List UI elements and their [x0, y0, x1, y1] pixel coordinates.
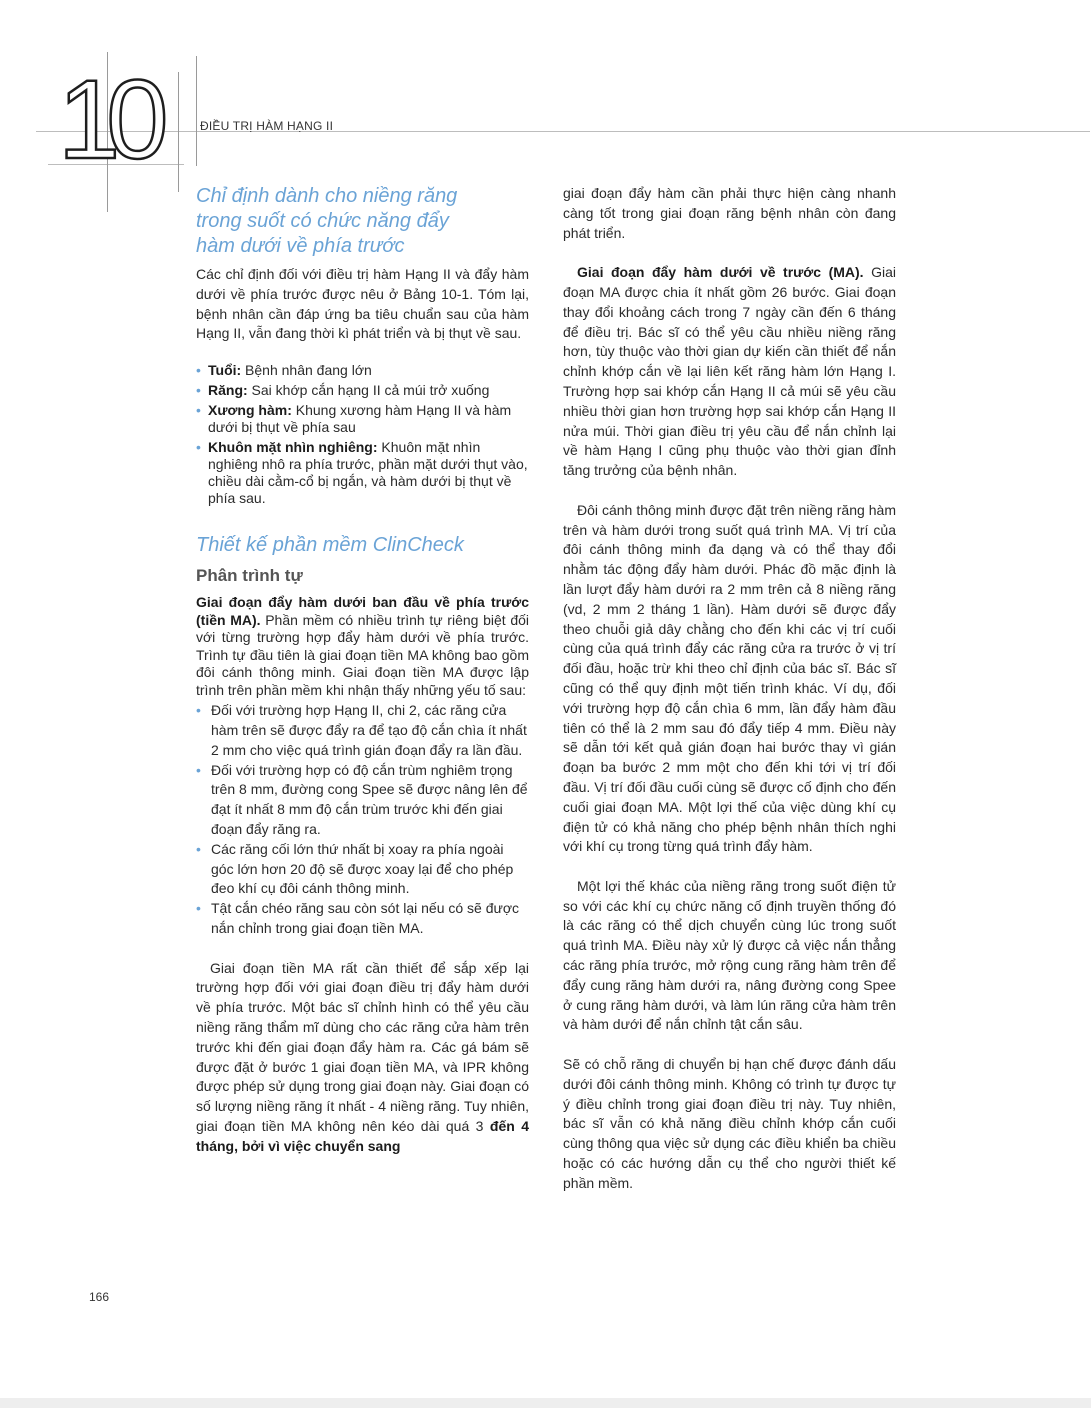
section-heading-clincheck: Thiết kế phần mềm ClinCheck: [196, 534, 464, 557]
ma-paragraph: Giai đoạn đẩy hàm dưới về trước (MA). Giai đoạn MA được chia ít nhất gồm 26 bước. Giai đoạn thay đổi khoảng cách trong 7 ngày cần đến 6 tháng để điều trị. Bác sĩ có thể yêu cầu nhiều niềng răng hơn, tùy thuộc vào thời gian dự kiến cần thiết để nắn chỉnh khớp cắn về lại liên kết răng hàm lớn Hạng I. Trường hợp sai khớp cắn Hạng II cả múi sẽ yêu cầu nhiều thời gian hơn trường hợp sai khớp cắn Hạng II nửa múi. Thời gian điều trị yêu cầu để nắn chỉnh lại về hàm Hạng I cũng phụ thuộc vào thời gian đỉnh tăng trưởng của bệnh nhân.: [563, 264, 896, 479]
list-item: • Đối với trường hợp Hạng II, chi 2, các răng cửa hàm trên sẽ được đẩy ra để tạo độ cắn chìa ít nhất 2 mm cho việc quá trình gián đoạn đẩy ra lần đầu.: [196, 701, 529, 760]
intro-paragraph: Các chỉ định đối với điều trị hàm Hạng II và đẩy hàm dưới về phía trước được nêu ở Bảng 10-1. Tóm lại, bệnh nhân cần đáp ứng ba tiêu chuẩn sau của hàm Hạng II, vẫn đang thời kì phát triển và bị thụt về sau.: [196, 266, 529, 342]
list-item: • Tật cắn chéo răng sau còn sót lại nếu có sẽ được nắn chỉnh trong giai đoạn tiền MA.: [196, 899, 529, 939]
section-heading-indications: Chỉ định dành cho niềng răng trong suốt có chức năng đẩy hàm dưới về phía trước: [196, 185, 458, 257]
body-paragraph: Một lợi thế khác của niềng răng trong suốt điện tử so với các khí cụ chức năng cố định truyền thống đó là các răng có thể dịch chuyển cùng lúc trong suốt quá trình MA. Điều này xử lý được cả việc nắn thẳng các răng phía trước, mở rộng cung răng hàm trên để đẩy cung răng hàm dưới ra, nâng đường cong Spee ở cung răng hàm dưới, và làm lún răng cửa hàm trên và hàm dưới để nắn chỉnh tật cắn sâu.: [563, 877, 896, 1033]
body-paragraph: Đôi cánh thông minh được đặt trên niềng răng hàm trên và hàm dưới trong suốt quá trình MA. Vị trí của đôi cánh thông minh đa dạng và có thể thay đổi nhằm tác động đẩy hàm dưới. Phác đồ mặc định là lần lượt đẩy hàm dưới ra 2 mm trên cả 8 niềng răng (vd, 2 mm 2 tháng 1 lần). Hàm dưới sẽ được đẩy theo chuỗi giả dây chằng cho đến khi các vị trí cuối cùng của quá trình đẩy các răng cửa ra trước ở vị trí đối đầu, hoặc trừ khi theo chỉ định của bác sĩ. Bác sĩ cũng có thể quy định một tiến trình khác. Ví dụ, đối với trường hợp độ cắn chìa 6 mm, lần đẩy hàm đầu tiên có thể là 2 mm sau đó đẩy tiếp 4 mm. Điều này sẽ dẫn tới kết quả gián đoạn hai bước thay vì gián đoạn ba bước 2 mm một cho đến khi tới vị trí đối đầu. Vị trí đối đầu cuối cùng sẽ được cố định cho đến cuối giai đoạn MA. Một lợi thế của việc dùng khí cụ điện tử có khả năng cho phép bệnh nhân thích nghi với khí cụ trong từng quá trình đẩy hàm.: [563, 501, 896, 855]
page-bottom-band: [0, 1398, 1091, 1408]
criteria-item: • Xương hàm: Khung xương hàm Hạng II và hàm dưới bị thụt về phía sau: [196, 402, 529, 436]
criteria-item: • Tuổi: Bệnh nhân đang lớn: [196, 362, 529, 379]
criteria-item: • Khuôn mặt nhìn nghiêng: Khuôn mặt nhìn nghiêng nhô ra phía trước, phần mặt dưới thụt vào, chiều dài cằm-cổ bị ngắn, và hàm dưới bị thụt về phía sau.: [196, 439, 529, 507]
header-vline-2: [178, 72, 179, 192]
chapter-number: 10: [58, 57, 155, 182]
list-item: • Các răng cối lớn thứ nhất bị xoay ra phía ngoài góc lớn hơn 20 độ sẽ được xoay lại để cho phép đeo khí cụ đôi cánh thông minh.: [196, 840, 529, 899]
prema-factors-list: [196, 701, 529, 939]
prema-paragraph: Giai đoạn đẩy hàm dưới ban đầu về phía trước (tiền MA). Phần mềm có nhiều trình tự riêng biệt đối với từng trường hợp đẩy hàm dưới về phía trước. Trình tự đầu tiên là giai đoạn tiền MA không bao gồm đôi cánh thông minh. Giai đoạn tiền MA được lập trình trên phần mềm khi nhận thấy những yếu tố sau:: [196, 594, 530, 698]
page-number: 166: [89, 1290, 110, 1304]
header-vline-3: [196, 56, 197, 166]
list-item: • Đối với trường hợp có độ cắn trùm nghiêm trọng trên 8 mm, đường cong Spee sẽ được nâng lên để đạt ít nhất 8 mm độ cắn trùm trước khi đến giai đoạn đẩy răng ra.: [196, 761, 529, 840]
prema-paragraph-2: Giai đoạn tiền MA rất cần thiết để sắp xếp lại trường hợp đối với giai đoạn điều trị đẩy hàm dưới về phía trước. Một bác sĩ chỉnh hình có thể yêu cầu niềng răng thẩm mĩ dùng cho các răng cửa hàm trên trước khi đến giai đoạn đẩy hàm ra. Các gá bám sẽ được đặt ở bước 1 giai đoạn tiền MA, và IPR không được phép sử dụng trong giai đoạn này. Giai đoạn có số lượng niềng răng ít nhất - 4 niềng răng. Tuy nhiên, giai đoạn tiền MA không nên kéo dài quá 3 đến 4 tháng, bởi vì việc chuyển sang: [196, 959, 529, 1154]
criteria-item: • Răng: Sai khớp cắn hạng II cả múi trở xuống: [196, 382, 529, 399]
left-column: [196, 184, 529, 1157]
right-column: [563, 184, 896, 1194]
continued-paragraph: giai đoạn đẩy hàm cần phải thực hiện càng nhanh càng tốt trong giai đoạn răng bệnh nhân còn đang phát triển.: [563, 185, 896, 241]
subsection-heading-staging: Phân trình tự: [196, 566, 303, 586]
criteria-list: [196, 362, 529, 507]
chapter-title: ĐIỀU TRỊ HÀM HẠNG II: [200, 119, 334, 133]
body-paragraph: Sẽ có chỗ răng di chuyển bị hạn chế được đánh dấu dưới đôi cánh thông minh. Không có trình tự được tự ý điều chỉnh trong giai đoạn điều trị này. Tuy nhiên, bác sĩ vẫn có khả năng điều chỉnh khớp cắn cuối cùng thông qua việc sử dụng các điều khiển ba chiều hoặc có các hướng dẫn cụ thể cho người thiết kế phần mềm.: [563, 1056, 896, 1191]
header-rule: [36, 131, 1090, 132]
